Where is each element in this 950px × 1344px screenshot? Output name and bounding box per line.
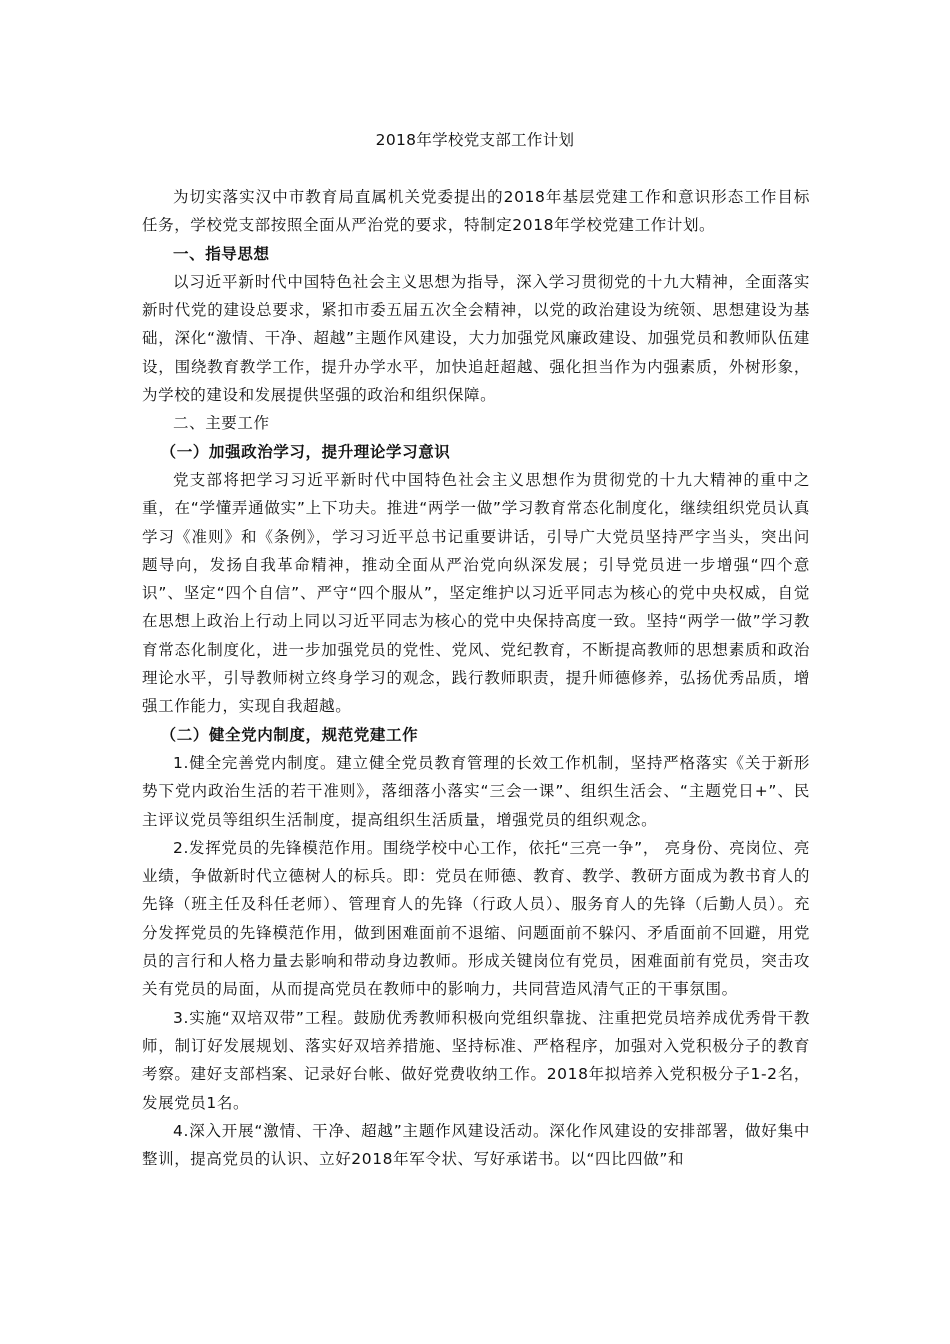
intro-paragraph: 为切实落实汉中市教育局直属机关党委提出的2018年基层党建工作和意识形态工作目标任务，学校党支部按照全面从严治党的要求，特制定2018年学校党建工作计划。 <box>142 188 810 235</box>
document-body <box>142 183 810 1173</box>
section-heading-guiding-ideology: 一、指导思想 <box>173 244 270 263</box>
subsection-heading-party-system: （二）健全党内制度，规范党建工作 <box>160 725 419 744</box>
list-item-2: 2.发挥党员的先锋模范作用。围绕学校中心工作，依托“三亮一争”， 亮身份、亮岗位、亮业绩，争做新时代立德树人的标兵。即：党员在师德、教育、教学、教研方面成为教书育人的先锋（班主任及科任老师）、管理育人的先锋（行政人员）、服务育人的先锋（后勤人员）。充分发挥党员的先锋模范作用，做到困难面前不退缩、问题面前不躲闪、矛盾面前不回避，用党员的言行和人格力量去影响和带动身边教师。形成关键岗位有党员，困难面前有党员，突击攻关有党员的局面，从而提高党员在教师中的影响力，共同营造风清气正的干事氛围。 <box>142 838 810 999</box>
guiding-ideology-paragraph: 以习近平新时代中国特色社会主义思想为指导，深入学习贯彻党的十九大精神，全面落实新时代党的建设总要求，紧扣市委五届五次全会精神，以党的政治建设为统领、思想建设为基础，深化“激情、干净、超越”主题作风建设，大力加强党风廉政建设、加强党员和教师队伍建设，围绕教育教学工作，提升办学水平，加快追赶超越、强化担当作为内强素质，外树形象，为学校的建设和发展提供坚强的政治和组织保障。 <box>142 272 810 405</box>
list-item-1: 1.健全完善党内制度。建立健全党员教育管理的长效工作机制，坚持严格落实《关于新形势下党内政治生活的若干准则》，落细落小落实“三会一课”、组织生活会、“主题党日+”、民主评议党员等组织生活制度，提高组织生活质量，增强党员的组织观念。 <box>142 753 810 829</box>
section-heading-main-work: 二、主要工作 <box>173 414 270 433</box>
list-item-4: 4.深入开展“激情、干净、超越”主题作风建设活动。深化作风建设的安排部署，做好集中整训，提高党员的认识、立好2018年军令状、写好承诺书。以“四比四做”和 <box>142 1121 810 1169</box>
document-title: 2018年学校党支部工作计划 <box>375 131 575 149</box>
political-study-paragraph: 党支部将把学习习近平新时代中国特色社会主义思想作为贯彻党的十九大精神的重中之重，在“学懂弄通做实”上下功夫。推进“两学一做”学习教育常态化制度化，继续组织党员认真学习《准则》和《条例》，学习习近平总书记重要讲话，引导广大党员坚持严字当头，突出问题导向，发扬自我革命精神，推动全面从严治党向纵深发展；引导党员进一步增强“四个意识”、坚定“四个自信”、严守“四个服从”，坚定维护以习近平同志为核心的党中央权威，自觉在思想上政治上行动上同以习近平同志为核心的党中央保持高度一致。坚持“两学一做”学习教育常态化制度化，进一步加强党员的党性、党风、党纪教育，不断提高教师的思想素质和政治理论水平，引导教师树立终身学习的观念，践行教师职责，提升师德修养，弘扬优秀品质，增强工作能力，实现自我超越。 <box>142 470 810 716</box>
list-item-3: 3.实施“双培双带”工程。鼓励优秀教师积极向党组织靠拢、注重把党员培养成优秀骨干教师，制订好发展规划、落实好双培养措施、坚持标准、严格程序，加强对入党积极分子的教育考察。建好支部档案、记录好台帐、做好党费收纳工作。2018年拟培养入党积极分子1-2名，发展党员1名。 <box>142 1008 810 1112</box>
subsection-heading-political-study: （一）加强政治学习，提升理论学习意识 <box>160 442 451 461</box>
